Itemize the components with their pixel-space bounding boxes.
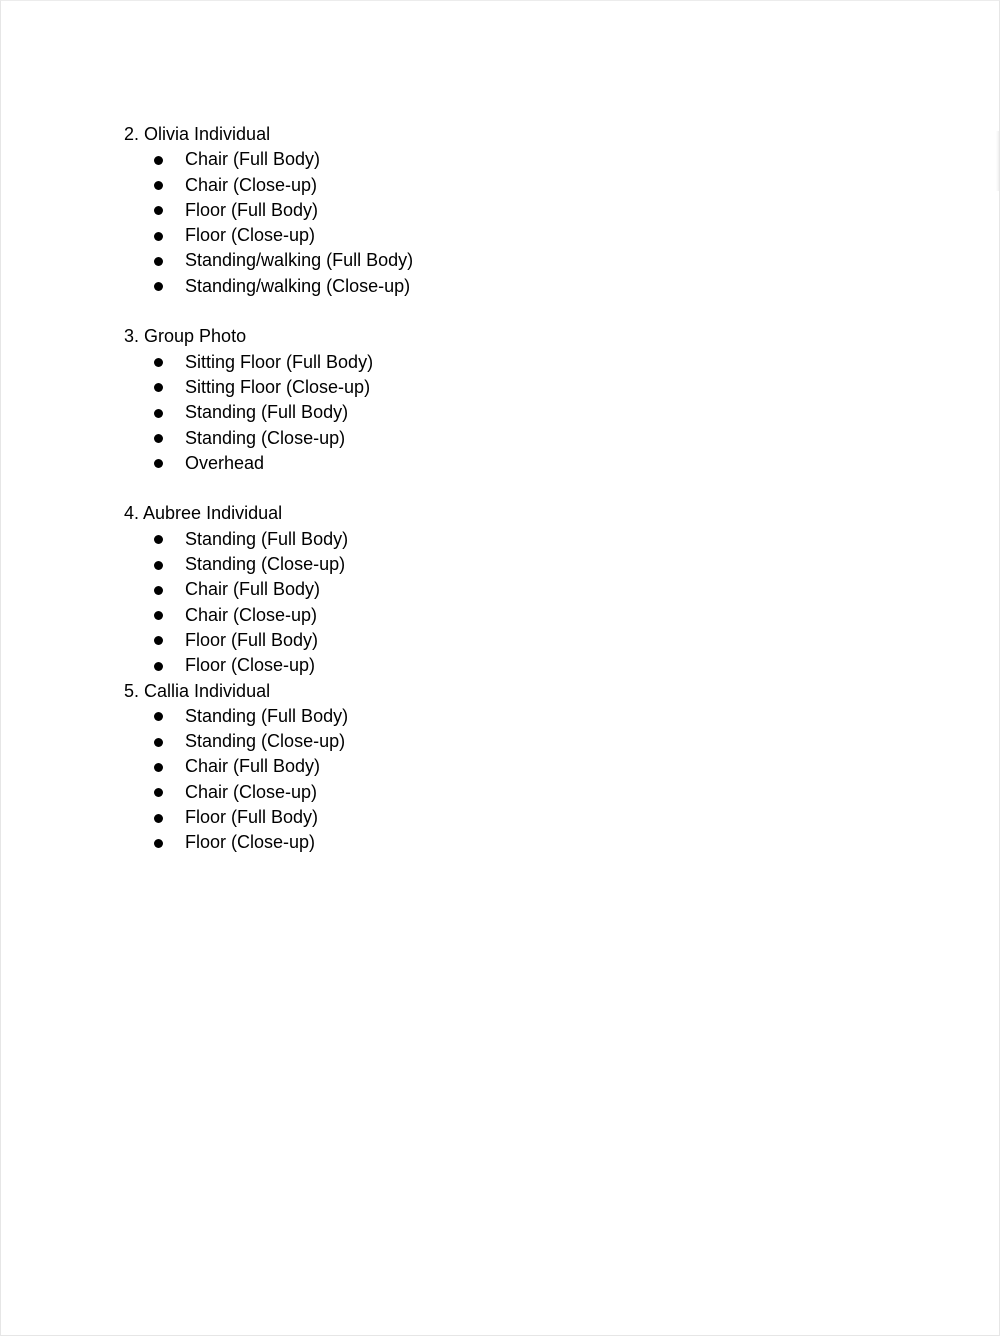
list-item [124,274,884,299]
list-item-text: Floor (Close-up) [185,832,316,853]
list-item-text: Standing (Full Body) [185,705,349,726]
list-item [124,375,884,400]
bullet-icon [154,839,163,848]
list-item [124,729,884,754]
list-item-text: Standing (Full Body) [185,402,349,423]
bullet-icon [154,156,163,165]
bullet-icon [154,561,163,570]
list-item-text: Standing (Close-up) [185,731,346,752]
list-item [124,552,884,577]
list-item-text: Standing/walking (Close-up) [185,275,411,296]
bullet-icon [154,409,163,418]
list-item-text: Standing/walking (Full Body) [185,250,414,271]
list-item-text: Overhead [185,452,265,473]
bullet-icon [154,358,163,367]
bullet-icon [154,383,163,392]
list-item [124,628,884,653]
blank-line [124,476,884,501]
list-item-text: Chair (Full Body) [185,579,321,600]
list-item [124,780,884,805]
bullet-icon [154,459,163,468]
list-item-text: Standing (Close-up) [185,554,346,575]
bullet-icon [154,181,163,190]
bullet-icon [154,206,163,215]
list-item [124,223,884,248]
bullet-icon [154,611,163,620]
list-item-text: Chair (Full Body) [185,149,321,170]
list-item [124,400,884,425]
section-heading: 5. Callia Individual [124,680,271,701]
list-item-text: Sitting Floor (Full Body) [185,351,374,372]
blank-line [124,299,884,324]
list-item [124,527,884,552]
list-item [124,754,884,779]
bullet-icon [154,712,163,721]
bullet-icon [154,282,163,291]
list-item [124,350,884,375]
list-item [124,451,884,476]
list-item [124,653,884,678]
bullet-icon [154,814,163,823]
list-item-text: Chair (Close-up) [185,604,318,625]
list-item-text: Floor (Full Body) [185,807,319,828]
list-item [124,805,884,830]
list-item [124,577,884,602]
section-heading: 3. Group Photo [124,326,247,347]
bullet-icon [154,232,163,241]
list-item [124,426,884,451]
section-aubree-individual [124,501,884,678]
list-item-text: Chair (Close-up) [185,174,318,195]
section-heading: 4. Aubree Individual [124,503,283,524]
bullet-list [124,527,884,679]
list-item [124,704,884,729]
bullet-icon [154,662,163,671]
list-item [124,147,884,172]
list-item [124,830,884,855]
list-item [124,603,884,628]
page-edge-shadow [996,131,999,191]
list-item-text: Chair (Full Body) [185,756,321,777]
bullet-icon [154,434,163,443]
list-item [124,173,884,198]
list-item-text: Chair (Close-up) [185,781,318,802]
bullet-list [124,350,884,476]
section-olivia-individual [124,122,884,299]
bullet-icon [154,763,163,772]
list-item-text: Floor (Close-up) [185,225,316,246]
bullet-icon [154,535,163,544]
list-item-text: Floor (Full Body) [185,199,319,220]
list-item [124,248,884,273]
bullet-icon [154,636,163,645]
bullet-list [124,704,884,856]
list-item [124,198,884,223]
list-item-text: Standing (Close-up) [185,427,346,448]
section-heading: 2. Olivia Individual [124,124,271,144]
bullet-icon [154,788,163,797]
bullet-icon [154,257,163,266]
document-body [124,122,884,856]
list-item-text: Floor (Close-up) [185,655,316,676]
bullet-icon [154,586,163,595]
list-item-text: Floor (Full Body) [185,629,319,650]
list-item-text: Standing (Full Body) [185,528,349,549]
section-callia-individual [124,679,884,856]
section-group-photo [124,324,884,476]
bullet-list [124,147,884,299]
bullet-icon [154,738,163,747]
list-item-text: Sitting Floor (Close-up) [185,376,371,397]
